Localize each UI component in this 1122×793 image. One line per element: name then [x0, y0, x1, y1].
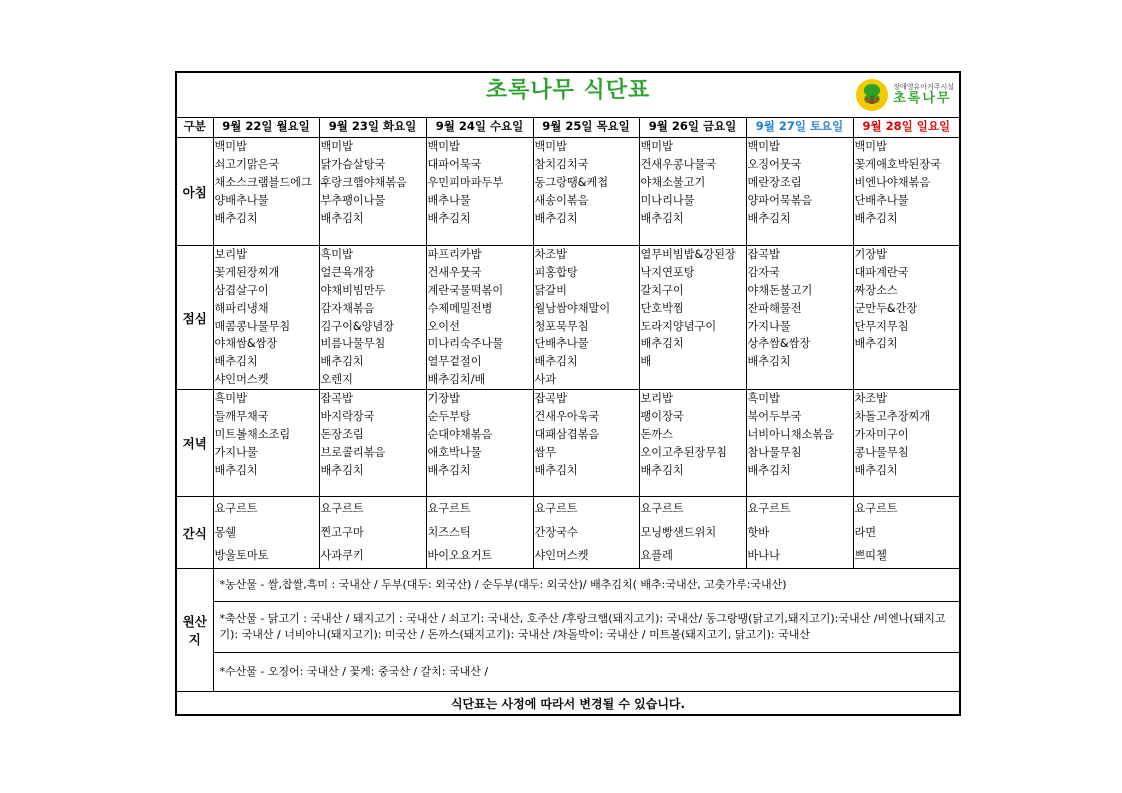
meal-cell — [639, 390, 746, 497]
menu-item: 치즈스틱 — [427, 525, 471, 539]
menu-item: 오렌지 — [320, 373, 353, 387]
menu-item: 간장국수 — [534, 525, 578, 539]
logo-subtitle: 장애영유아거주시설 — [893, 83, 955, 91]
meal-cell — [639, 246, 746, 390]
menu-item: 배추김치 — [854, 337, 898, 351]
morning-row — [176, 138, 960, 246]
menu-item: 요구르트 — [854, 502, 898, 516]
menu-item: 배추김치 — [747, 355, 791, 369]
menu-item: 대파계란국 — [854, 265, 909, 279]
snack-cell — [213, 497, 319, 569]
menu-item: 감자채볶음 — [320, 301, 375, 315]
menu-item: 모닝빵샌드위치 — [640, 525, 717, 539]
menu-item: 꽃게된장찌개 — [214, 265, 280, 279]
meal-cell — [853, 138, 960, 246]
meal-cell — [213, 390, 319, 497]
menu-item: 흑미밥 — [320, 248, 353, 261]
day-header-tue: 9월 23일 화요일 — [319, 118, 426, 138]
menu-item: 기장밥 — [854, 248, 887, 261]
menu-item: 잡곡밥 — [747, 248, 780, 261]
menu-item: 새송이볶음 — [534, 193, 589, 207]
menu-item: 단배추나물 — [854, 193, 909, 207]
meal-cell — [746, 390, 853, 497]
morning-label: 아침 — [176, 138, 213, 246]
menu-item: 대패삼겹볶음 — [534, 427, 600, 441]
menu-item: 양파어묵볶음 — [747, 193, 813, 207]
snack-label: 간식 — [176, 497, 213, 569]
day-header-fri: 9월 26일 금요일 — [639, 118, 746, 138]
snack-row — [176, 497, 960, 569]
menu-item: 보리밥 — [214, 248, 247, 261]
menu-item: 순두부탕 — [427, 410, 471, 424]
origin-livestock: *축산물 - 닭고기 : 국내산 / 돼지고기 : 국내산 / 쇠고기: 국내산, 호주산 /후랑크햄(돼지고기): 국내산/ 동그랑땡(닭고기,돼지고기):국내산 /비엔나(돼지고기): 국내산 / 너비아니(돼지고기): 미국산 / 돈까스(돼지고기): 국내산 /차돌박이: 국내산 / 미트볼(돼지고기, 닭고기): 국내산 — [213, 602, 960, 653]
menu-item: 배추김치 — [854, 463, 898, 477]
menu-item: 오이선 — [427, 319, 460, 333]
snack-cell — [853, 497, 960, 569]
menu-item: 백미밥 — [640, 140, 673, 153]
day-header-wed: 9월 24일 수요일 — [426, 118, 533, 138]
origin-row-agricultural — [176, 569, 960, 602]
menu-item: 백미밥 — [747, 140, 780, 153]
origin-row-seafood — [176, 653, 960, 692]
menu-item: 애호박나물 — [427, 445, 482, 459]
meal-cell — [426, 138, 533, 246]
meal-cell — [319, 246, 426, 390]
menu-item: 대파어묵국 — [427, 157, 482, 171]
menu-item: 보리밥 — [640, 392, 673, 406]
menu-item: 오이고추된장무침 — [640, 445, 727, 459]
menu-item: 요구르트 — [534, 502, 578, 516]
meal-cell — [426, 246, 533, 390]
menu-item: 쌈무 — [534, 445, 557, 459]
menu-item: 요구르트 — [214, 502, 258, 516]
meal-cell — [639, 138, 746, 246]
menu-item: 건새우콩나물국 — [640, 157, 717, 171]
menu-item: 팽이장국 — [640, 410, 684, 424]
menu-item: 바지락장국 — [320, 410, 375, 424]
menu-item: 백미밥 — [214, 140, 247, 153]
lunch-label: 점심 — [176, 246, 213, 390]
menu-item: 감자국 — [747, 265, 780, 279]
menu-item: 도라지양념구이 — [640, 319, 717, 333]
menu-item: 요구르트 — [640, 502, 684, 516]
change-notice: 식단표는 사정에 따라서 변경될 수 있습니다. — [176, 692, 960, 716]
menu-item: 미나리숙주나물 — [427, 337, 504, 351]
menu-item: 돈까스 — [640, 427, 673, 441]
menu-item: 계란국물떡볶이 — [427, 283, 504, 297]
menu-item: 배추김치 — [747, 211, 791, 225]
menu-item: 배추김치 — [214, 355, 258, 369]
menu-item: 닭가슴살탕국 — [320, 157, 386, 171]
menu-item: 잡곡밥 — [320, 392, 353, 406]
menu-item: 메란장조림 — [747, 175, 802, 189]
menu-item: 요플레 — [640, 549, 673, 563]
menu-item: 흑미밥 — [214, 392, 247, 406]
menu-item: 동그랑땡&케첩 — [534, 175, 609, 189]
menu-item: 쇠고기맑은국 — [214, 157, 280, 171]
menu-item: 배추나물 — [427, 193, 471, 207]
menu-item: 야채비빔만두 — [320, 283, 386, 297]
page-title: 초록나무 식단표 — [485, 78, 651, 103]
menu-item: 양배추나물 — [214, 193, 269, 207]
day-header-sun: 9월 28일 일요일 — [853, 118, 960, 138]
origin-seafood: *수산물 - 오징어: 국내산 / 꽃게: 중국산 / 갈치: 국내산 / — [213, 653, 960, 692]
meal-plan-table — [175, 71, 961, 716]
facility-logo — [855, 78, 954, 112]
snack-cell — [639, 497, 746, 569]
menu-item: 흑미밥 — [747, 392, 780, 406]
menu-item: 배 — [640, 355, 652, 369]
logo-name: 초록나무 — [893, 90, 952, 106]
menu-item: 열무비빔밥&강된장 — [640, 248, 736, 261]
menu-item: 백미밥 — [854, 140, 887, 153]
menu-item: 잡곡밥 — [534, 392, 567, 406]
menu-item: 야채소불고기 — [640, 175, 706, 189]
meal-cell — [426, 390, 533, 497]
menu-item: 열무겉절이 — [427, 355, 482, 369]
meal-cell — [746, 138, 853, 246]
menu-item: 브로콜리볶음 — [320, 445, 386, 459]
menu-item: 쁘띠첼 — [854, 549, 887, 563]
snack-cell — [426, 497, 533, 569]
snack-cell — [533, 497, 639, 569]
menu-item: 요구르트 — [747, 502, 791, 516]
menu-item: 짜장소스 — [854, 283, 898, 297]
menu-item: 백미밥 — [320, 140, 353, 153]
menu-item: 찐고구마 — [320, 525, 364, 539]
menu-item: 비엔나야채볶음 — [854, 175, 931, 189]
day-header-row — [176, 118, 960, 138]
meal-cell — [319, 138, 426, 246]
menu-item: 배추김치 — [854, 211, 898, 225]
menu-item: 백미밥 — [534, 140, 567, 153]
menu-item: 김구이&양념장 — [320, 319, 395, 333]
menu-item: 배추김치 — [534, 211, 578, 225]
menu-item: 미트볼채소조림 — [214, 427, 291, 441]
menu-item: 라면 — [854, 525, 877, 539]
menu-item: 가자미구이 — [854, 427, 909, 441]
menu-item: 피홍합탕 — [534, 265, 578, 279]
menu-item: 차조밥 — [854, 392, 887, 406]
menu-item: 사과쿠키 — [320, 549, 364, 563]
tree-logo-icon — [855, 78, 889, 112]
menu-item: 배추김치 — [427, 211, 471, 225]
meal-cell — [853, 390, 960, 497]
menu-item: 청포묵무침 — [534, 319, 589, 333]
day-header-mon: 9월 22일 월요일 — [213, 118, 319, 138]
menu-item: 차조밥 — [534, 248, 567, 261]
menu-item: 배추김치 — [427, 463, 471, 477]
menu-item: 기장밥 — [427, 392, 460, 406]
origin-agricultural: *농산물 - 쌀,찹쌀,흑미 : 국내산 / 두부(대두: 외국산) / 순두부(대두: 외국산)/ 배추김치( 배추:국내산, 고춧가루:국내산) — [213, 569, 960, 602]
menu-item: 낙지연포탕 — [640, 265, 695, 279]
menu-item: 갈치구이 — [640, 283, 684, 297]
menu-item: 바나나 — [747, 549, 780, 563]
menu-item: 가지나물 — [747, 319, 791, 333]
menu-item: 요구르트 — [320, 502, 364, 516]
menu-item: 배추김치 — [534, 355, 578, 369]
menu-item: 건새우뭇국 — [427, 265, 482, 279]
meal-plan-sheet — [175, 71, 959, 716]
menu-item: 단호박찜 — [640, 301, 684, 315]
meal-cell — [319, 390, 426, 497]
menu-item: 배추김치 — [320, 211, 364, 225]
menu-item: 참나물무침 — [747, 445, 802, 459]
menu-item: 미나리나물 — [640, 193, 695, 207]
menu-item: 차돌고추장찌개 — [854, 410, 931, 424]
menu-item: 요구르트 — [427, 502, 471, 516]
meal-cell — [213, 246, 319, 390]
menu-item: 배추김치 — [640, 463, 684, 477]
menu-item: 꽃게애호박된장국 — [854, 157, 941, 171]
menu-item: 월남쌈야채말이 — [534, 301, 611, 315]
meal-cell — [533, 246, 639, 390]
menu-item: 들깨무채국 — [214, 410, 269, 424]
menu-item: 해파리냉채 — [214, 301, 269, 315]
origin-label: 원산지 — [176, 569, 213, 692]
menu-item: 방울토마토 — [214, 549, 269, 563]
menu-item: 비름나물무침 — [320, 337, 386, 351]
title-cell — [176, 72, 960, 118]
meal-cell — [213, 138, 319, 246]
menu-item: 야채돈불고기 — [747, 283, 813, 297]
menu-item: 배추김치 — [320, 355, 364, 369]
menu-item: 단무지무침 — [854, 319, 909, 333]
snack-cell — [746, 497, 853, 569]
menu-item: 돈장조림 — [320, 427, 364, 441]
menu-item: 배추김치 — [640, 337, 684, 351]
menu-item: 배추김치 — [320, 463, 364, 477]
menu-item: 잔파해물전 — [747, 301, 802, 315]
menu-item: 얼큰육개장 — [320, 265, 375, 279]
menu-item: 몽쉘 — [214, 525, 237, 539]
day-header-thu: 9월 25일 목요일 — [533, 118, 639, 138]
menu-item: 채소스크램블드에그 — [214, 175, 312, 189]
menu-item: 군만두&간장 — [854, 301, 918, 315]
menu-item: 샤인머스켓 — [534, 549, 589, 563]
menu-item: 파프리카밥 — [427, 248, 482, 261]
menu-item: 부추팽이나물 — [320, 193, 386, 207]
menu-item: 콩나물무침 — [854, 445, 909, 459]
menu-item: 참치김치국 — [534, 157, 589, 171]
menu-item: 가지나물 — [214, 445, 258, 459]
meal-cell — [533, 138, 639, 246]
menu-item: 우민피마파두부 — [427, 175, 504, 189]
menu-item: 삼겹살구이 — [214, 283, 269, 297]
menu-item: 배추김치 — [214, 463, 258, 477]
origin-row-livestock — [176, 602, 960, 653]
menu-item: 야채쌈&쌈장 — [214, 337, 278, 351]
menu-item: 건새우아욱국 — [534, 410, 600, 424]
snack-cell — [319, 497, 426, 569]
menu-item: 순대야채볶음 — [427, 427, 493, 441]
menu-item: 배추김치 — [214, 211, 258, 225]
menu-item: 너비아니채소볶음 — [747, 427, 834, 441]
menu-item: 배추김치/배 — [427, 373, 486, 387]
menu-item: 북어두부국 — [747, 410, 802, 424]
menu-item: 배추김치 — [747, 463, 791, 477]
menu-item: 오징어뭇국 — [747, 157, 802, 171]
menu-item: 매콤콩나물무침 — [214, 319, 291, 333]
menu-item: 바이오요거트 — [427, 549, 493, 563]
notice-row — [176, 692, 960, 716]
menu-item: 핫바 — [747, 525, 770, 539]
menu-item: 배추김치 — [640, 211, 684, 225]
menu-item: 수제메밀전병 — [427, 301, 493, 315]
day-header-sat: 9월 27일 토요일 — [746, 118, 853, 138]
dinner-label: 저녁 — [176, 390, 213, 497]
menu-item: 배추김치 — [534, 463, 578, 477]
menu-item: 단배추나물 — [534, 337, 589, 351]
menu-item: 샤인머스켓 — [214, 373, 269, 387]
menu-item: 백미밥 — [427, 140, 460, 153]
menu-item: 닭갈비 — [534, 283, 567, 297]
category-header: 구분 — [176, 118, 213, 138]
menu-item: 후랑크햄야채볶음 — [320, 175, 407, 189]
menu-item: 사과 — [534, 373, 557, 387]
dinner-row — [176, 390, 960, 497]
meal-cell — [746, 246, 853, 390]
menu-item: 상추쌈&쌈장 — [747, 337, 811, 351]
meal-cell — [853, 246, 960, 390]
meal-cell — [533, 390, 639, 497]
lunch-row — [176, 246, 960, 390]
